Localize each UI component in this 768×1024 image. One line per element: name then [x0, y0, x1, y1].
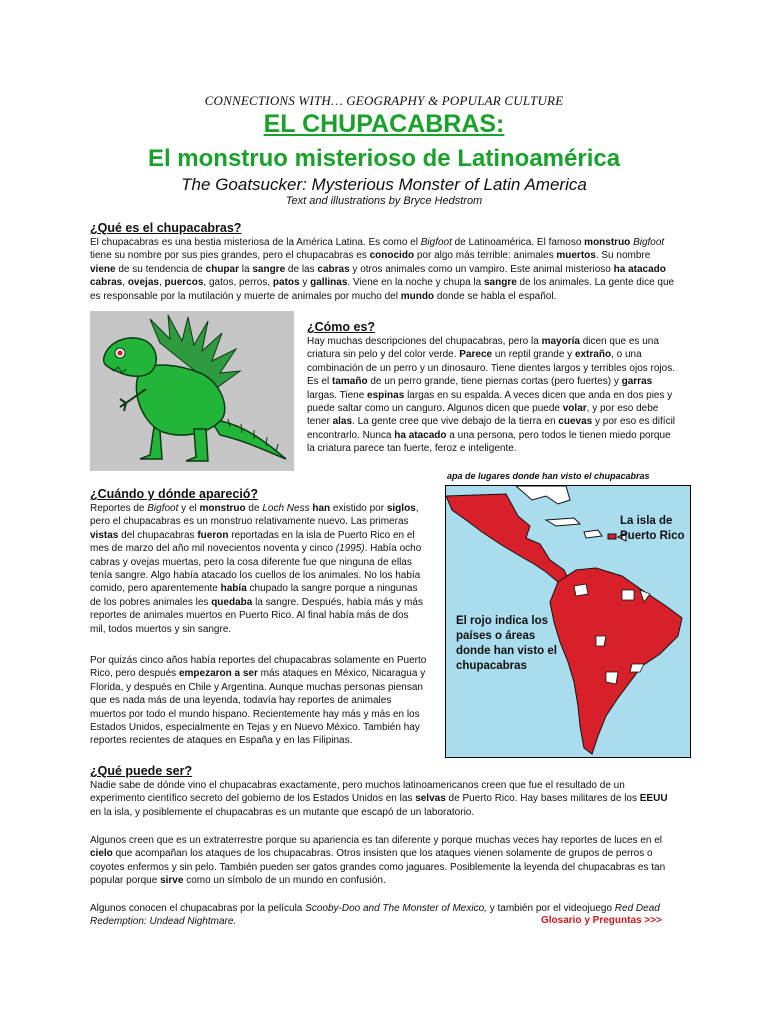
text-line: Es el tamaño de un perro grande, tiene piernas cortas (pero fuertes) y garras	[307, 376, 653, 388]
chupacabras-creature-icon	[90, 311, 294, 471]
text-line: viene de su tendencia de chupar la sangre de las cabras y otros animales como un vampiro. Este animal misterioso ha atacado	[90, 263, 666, 275]
text-line: reportes recientes de ataques en España y en las Filipinas.	[90, 735, 353, 747]
text-line: coyotes enfermos y sin pelo. También pueden ser gatos grandes como jaguares. Posiblemente la leyenda del chupacabras es tan	[90, 861, 666, 873]
page-subtitle-spanish: El monstruo misterioso de Latinoamérica	[147, 145, 621, 172]
text-line: Algunos creen que es un extraterrestre porque su apariencia es tan diferente y porque muchas veces hay reportes de luces en el	[90, 835, 663, 846]
paragraph-que-puede-2	[90, 834, 700, 888]
map-label-legend: El rojo indica los países o áreas donde han visto el chupacabras	[456, 615, 557, 672]
text-line: El chupacabras es una bestia misteriosa de la América Latina. Es como el Bigfoot de Latinoamérica. El famoso monstruo Bigfoot	[90, 237, 665, 248]
text-line: largas. Tiene espinas largas en su espalda. A veces dicen que anda en dos pies y	[307, 389, 673, 401]
text-line: combinación de un perro y un dinosauro. Tiene dientes largos y terribles ojos rojos.	[307, 362, 675, 374]
text-line: Redemption: Undead Nightmare.	[90, 916, 237, 928]
text-line: popular porque sirve como un símbolo de un mundo en confusión.	[90, 875, 386, 887]
text-line: experimento científico secreto del gobierno de los Estados Unidos en las selvas de Puerto Rico. Hay bases militares de los EEUU	[90, 793, 668, 805]
text-line: Rico, pero después empezaron a ser más ataques en México, Nicaragua y	[90, 668, 426, 680]
text-line: que es nada más de una leyenda, todavía hay reportes de animales	[90, 695, 392, 707]
paragraph-que-es	[90, 236, 690, 303]
text-line: cielo que acompañan los ataques de los chupacabras. Otros insisten que los ataques vienen solamente de grupos de perros o	[90, 848, 653, 860]
text-line: en la isla, y posiblemente el chupacabras es un mutante que escapó de un laboratorio.	[90, 806, 475, 818]
text-line: pero el chupacabras es un monstruo relativamente nuevo. Las primeras	[90, 516, 409, 528]
text-line: puede saltar como un canguro. Algunos dicen que puede volar, y por eso debe	[307, 403, 659, 415]
paragraph-cuando-2	[90, 654, 440, 748]
text-line: Nadie sabe de dónde vino el chupacabras exactamente, pero muchos latinoamericanos creen que fue el resultado de un	[90, 780, 625, 791]
paragraph-como-es	[307, 335, 697, 456]
connections-header: CONNECTIONS WITH… GEOGRAPHY & POPULAR CULTURE	[204, 93, 564, 108]
heading-que-puede-ser: ¿Qué puede ser?	[90, 764, 193, 778]
page-title: EL CHUPACABRAS:	[263, 110, 505, 138]
text-line: la criatura parece tan fuerte, feroz e inteligente.	[307, 443, 517, 455]
latin-america-map	[445, 485, 691, 758]
text-line: de los pobres animales les quedaba la sangre. Después, había más y más	[90, 596, 423, 608]
text-line: tener alas. La gente cree que vive debajo de la tierra en cuevas y por eso es difícil	[307, 416, 676, 428]
text-line: mes de marzo del año mil novecientos noventa y cinco (1995). Había ocho	[90, 543, 422, 555]
heading-como-es: ¿Cómo es?	[307, 320, 376, 334]
text-line: criatura sin pelo y del color verde. Parece un reptil grande y extraño, o una	[307, 349, 642, 361]
text-line: encontrarlo. Nunca ha atacado a una persona, pero todos le tienen miedo porque	[307, 429, 671, 441]
text-line: cabras, ovejas, puercos, gatos, perros, patos y gallinas. Viene en la noche y chupa la sangre de los animales. La gente dice que	[90, 277, 675, 289]
text-line: mil, todos muertos y sin sangre.	[90, 623, 232, 635]
text-line: tiene su nombre por sus pies grandes, pero el chupacabras es conocido por algo más terrible: animales muertos. Su nombre	[90, 250, 651, 262]
page-subtitle-english: The Goatsucker: Mysterious Monster of Latin America	[181, 175, 587, 194]
text-line: Algunos conocen el chupacabras por la película Scooby-Doo and The Monster of Mexico, y también por el videojuego Red Dead	[90, 903, 660, 914]
text-line: Florida, y después en Chile y Argentina. Aunque muchas personas piensan	[90, 681, 423, 693]
map-label-puerto-rico: La isla de Puerto Rico	[620, 515, 685, 542]
text-line: reportes de animales muertos en Puerto Rico. Al final había más de dos	[90, 610, 409, 622]
text-line: Estados Unidos, especialmente en Tejas y en Nuevo México. También hay	[90, 722, 420, 734]
author-credit: Text and illustrations by Bryce Hedstrom	[285, 195, 483, 207]
text-line: Por quizás cinco años había reportes del chupacabras solamente en Puerto	[90, 655, 427, 666]
text-line: muertos por todo el mundo hispano. Recientemente hay más y más en los	[90, 708, 420, 720]
text-line: es responsable por la mutilación y muerte de animales por mucho del mundo donde se habla el español.	[90, 290, 557, 302]
text-line: comido, pero aparentemente había chupado la sangre porque a ningunas	[90, 583, 418, 595]
paragraph-cuando-1	[90, 502, 440, 636]
text-line: tenía sangre. Algo había atacado los cuellos de los animales. No los había	[90, 570, 421, 582]
chupacabras-illustration	[90, 311, 294, 471]
map-caption: apa de lugares donde han visto el chupacabras	[447, 471, 650, 481]
text-line: vistas del chupacabras fueron reportadas en la isla de Puerto Rico en el	[90, 529, 415, 541]
text-line: cabras y ovejas muertas, pero la cosa diferente fue que ninguna de ellas	[90, 556, 412, 568]
heading-cuando-donde: ¿Cuándo y dónde apareció?	[90, 487, 259, 501]
glosario-link[interactable]: Glosario y Preguntas >>>	[541, 915, 662, 926]
text-line: Hay muchas descripciones del chupacabras, pero la mayoría dicen que es una	[307, 336, 659, 347]
paragraph-que-puede-1	[90, 779, 700, 819]
text-line: Reportes de Bigfoot y el monstruo de Loch Ness han existido por siglos,	[90, 503, 419, 514]
heading-que-es: ¿Qué es el chupacabras?	[90, 221, 242, 235]
